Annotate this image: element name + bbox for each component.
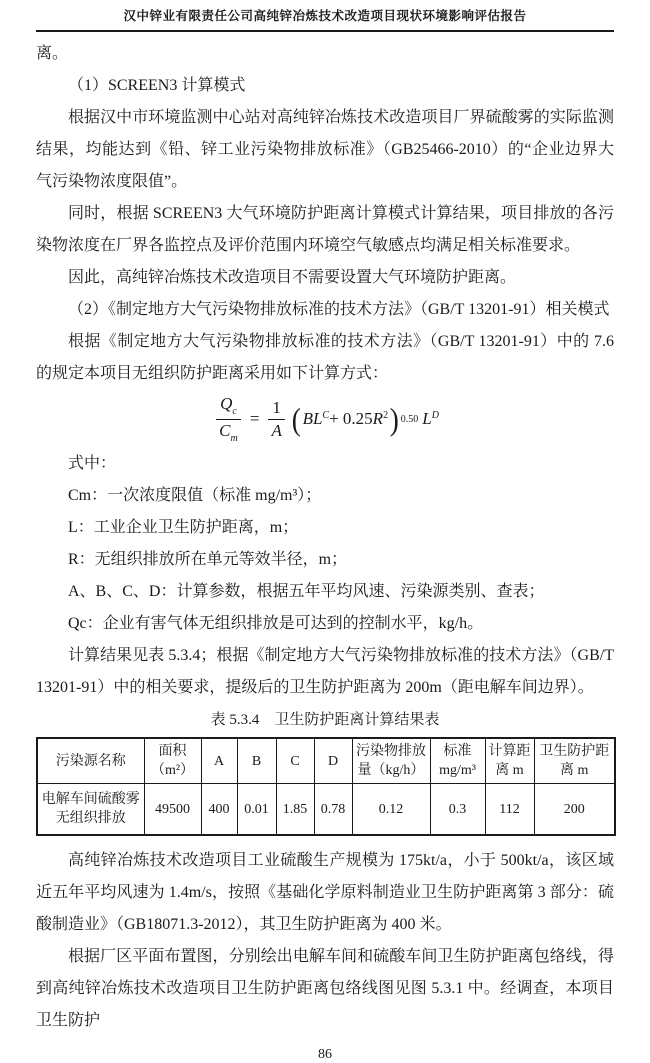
formula-lhs-fraction: $\frac{Q_c}{C_m}$	[216, 394, 241, 444]
col-header-d: D	[314, 738, 352, 784]
col-header-standard: 标准 mg/m³	[430, 738, 485, 784]
paragraph-calc-result: 计算结果见表 5.3.4；根据《制定地方大气污染物排放标准的技术方法》（GB/T 13201-91）中的相关要求，提级后的卫生防护距离为 200m（距电解车间边界）。	[36, 647, 614, 696]
section-heading-screen3: （1）SCREEN3 计算模式	[68, 77, 246, 94]
formula-outer-exponent: 0.50	[400, 413, 419, 425]
cell-d: 0.78	[314, 784, 352, 836]
col-header-protection-distance: 卫生防护距离 m	[534, 738, 615, 784]
col-header-calc-distance: 计算距离 m	[485, 738, 534, 784]
formula-term-BL: $BL^C$	[302, 409, 330, 428]
page-header-title: 汉中锌业有限责任公司高纯锌冶炼技术改造项目现状环境影响评估报告	[36, 6, 614, 32]
paragraph-sulfuric-acid-scale: 高纯锌冶炼技术改造项目工业硫酸生产规模为 175kt/a，小于 500kt/a，该区域近五年平均风速为 1.4m/s，按照《基础化学原料制造业卫生防护距离第 3 部分：硫酸制造业》（GB18071.3-2012），其卫生防护距离为 400 米。	[36, 852, 614, 933]
col-header-a: A	[201, 738, 237, 784]
definition-abcd: A、B、C、D：计算参数，根据五年平均风速、污染源类别、查表；	[68, 583, 545, 600]
col-header-b: B	[237, 738, 276, 784]
cell-protection-distance: 200	[534, 784, 615, 836]
definition-l: L：工业企业卫生防护距离，m；	[68, 519, 299, 536]
document-body	[36, 38, 614, 1037]
paragraph-envelope-lines: 根据厂区平面布置图，分别绘出电解车间和硫酸车间卫生防护距离包络线，得到高纯锌冶炼技术改造项目卫生防护距离包络线图见图 5.3.1 中。经调查，本项目卫生防护	[36, 948, 614, 1029]
formula-term-R2: + $0.25R^2$	[329, 409, 389, 428]
cell-a: 400	[201, 784, 237, 836]
paragraph-calc-method-intro: 根据《制定地方大气污染物排放标准的技术方法》（GB/T 13201-91）中的 7.6 的规定本项目无组织防护距离采用如下计算方式：	[36, 333, 614, 382]
table-row	[37, 784, 615, 836]
cell-standard: 0.3	[430, 784, 485, 836]
cell-emission: 0.12	[352, 784, 430, 836]
paragraph-carryover: 离。	[36, 45, 69, 62]
cell-area: 49500	[144, 784, 201, 836]
formula-term-LD: $L^D$	[422, 409, 439, 428]
page-number: 86	[318, 1047, 332, 1062]
paragraph-conclusion-no-distance: 因此，高纯锌冶炼技术改造项目不需要设置大气环境防护距离。	[68, 269, 517, 286]
col-header-emission: 污染物排放量（kg/h）	[352, 738, 430, 784]
table-header-row	[37, 738, 615, 784]
formula-left-paren: (	[291, 401, 301, 437]
definition-qc: Qc：企业有害气体无组织排放是可达到的控制水平，kg/h。	[68, 615, 484, 632]
definition-r: R：无组织排放所在单元等效半径，m；	[68, 551, 348, 568]
formula-coefficient-fraction: $\frac{1}{A}$	[268, 398, 285, 440]
col-header-c: C	[276, 738, 314, 784]
paragraph-monitoring-result: 根据汉中市环境监测中心站对高纯锌冶炼技术改造项目厂界硫酸雾的实际监测结果，均能达到《铅、锌工业污染物排放标准》（GB25466-2010）的“企业边界大气污染物浓度限值”。	[36, 109, 614, 190]
formula-equals: =	[249, 409, 260, 428]
protection-distance-formula	[36, 393, 614, 445]
protection-distance-table	[36, 737, 616, 836]
section-heading-gbt13201: （2）《制定地方大气污染物排放标准的技术方法》（GB/T 13201-91）相关模式	[68, 301, 610, 318]
table-caption: 表 5.3.4 卫生防护距离计算结果表	[210, 712, 440, 728]
cell-c: 1.85	[276, 784, 314, 836]
definition-cm: Cm：一次浓度限值（标准 mg/m³）；	[68, 487, 322, 504]
paragraph-screen3-result: 同时，根据 SCREEN3 大气环境防护距离计算模式计算结果，项目排放的各污染物浓度在厂界各监控点及评价范围内环境空气敏感点均满足相关标准要求。	[36, 205, 614, 254]
cell-b: 0.01	[237, 784, 276, 836]
col-header-source: 污染源名称	[37, 738, 144, 784]
col-header-area: 面积（m²）	[144, 738, 201, 784]
formula-right-paren: )	[389, 401, 399, 437]
cell-source: 电解车间硫酸雾无组织排放	[37, 784, 144, 836]
cell-calc-distance: 112	[485, 784, 534, 836]
formula-where-label: 式中：	[68, 455, 117, 472]
